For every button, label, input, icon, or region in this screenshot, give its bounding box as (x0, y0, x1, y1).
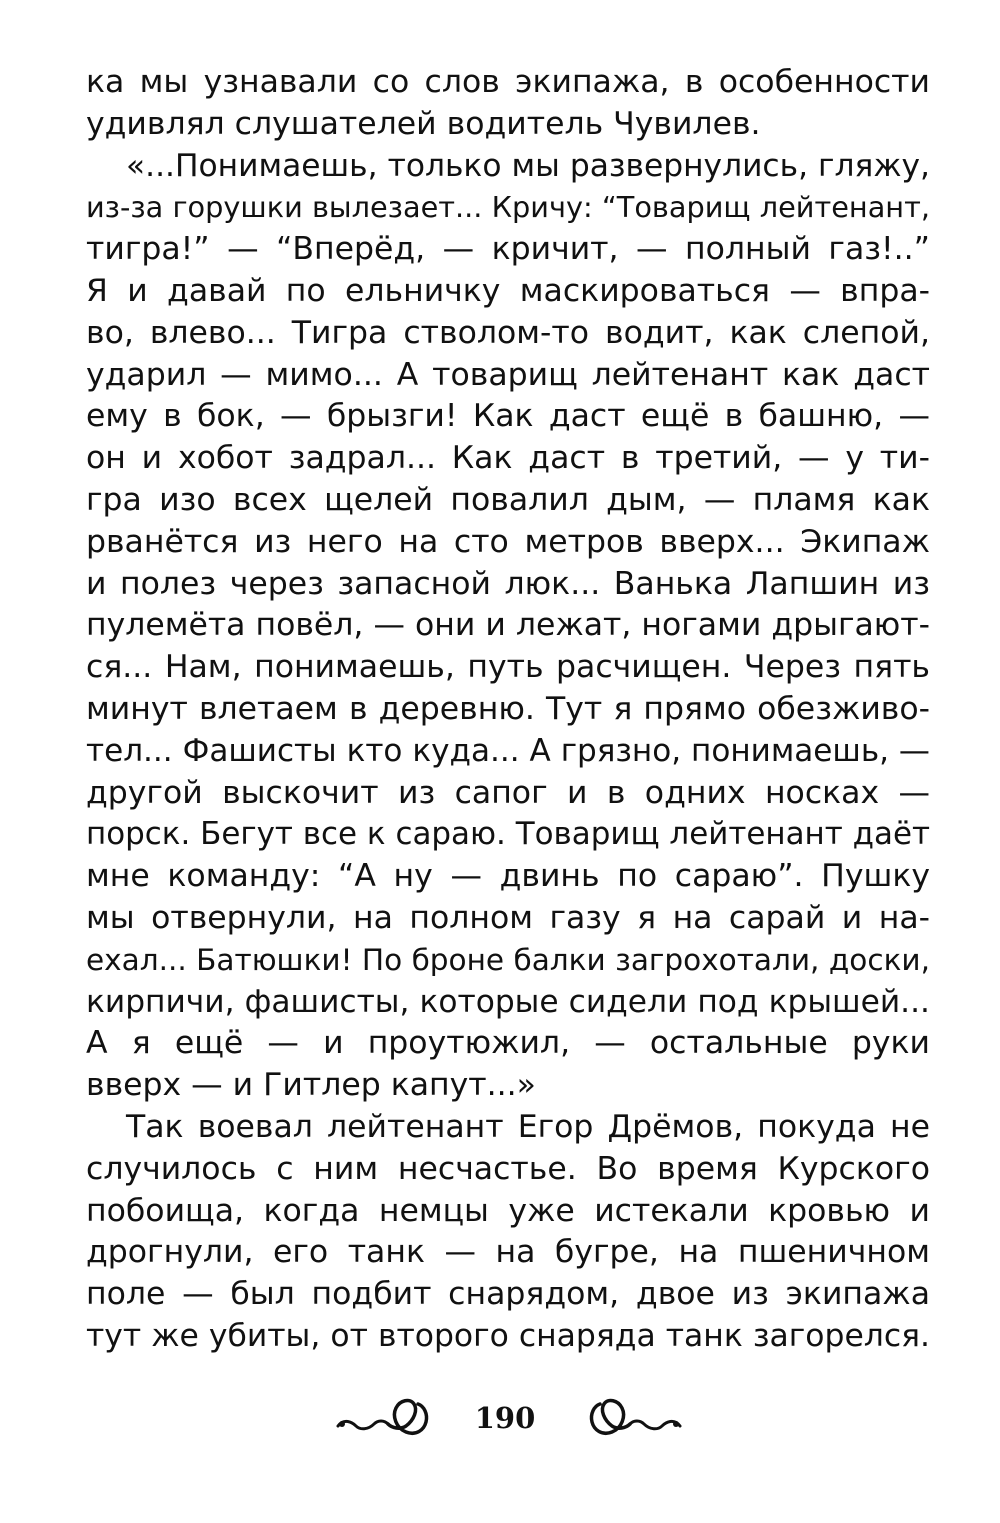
text-line: и полез через запасной люк... Ванька Лапшин из (86, 565, 930, 602)
text-line: вверх — и Гитлер капут...» (86, 1067, 536, 1104)
body-text (86, 62, 930, 1358)
text-line: дрогнули, его танк — на бугре, на пшеничном (86, 1234, 930, 1271)
text-line: рванётся из него на сто метров вверх... Экипаж (86, 523, 930, 560)
text-line: мне команду: “А ну — двинь по сараю”. Пушку (86, 858, 930, 895)
flourish-left-icon (334, 1392, 430, 1444)
text-line: из-за горушки вылезает... Кричу: “Товарищ лейтенант, (86, 190, 930, 225)
text-line: удивлял слушателей водитель Чувилев. (86, 105, 761, 142)
text-line: гра изо всех щелей повалил дым, — пламя как (86, 481, 930, 518)
text-line: ударил — мимо... А товарищ лейтенант как даст (86, 356, 930, 393)
text-line: ся... Нам, понимаешь, путь расчищен. Через пять (86, 649, 930, 686)
text-line: тут же убиты, от второго снаряда танк загорелся. (86, 1317, 930, 1354)
text-line: другой выскочит из сапог и в одних носках — (86, 774, 930, 811)
text-line: минут влетаем в деревню. Тут я прямо обезживо- (86, 690, 930, 727)
page-number: 190 (474, 1401, 536, 1435)
page-footer (0, 1392, 1000, 1452)
text-line: побоища, когда немцы уже истекали кровью и (86, 1192, 930, 1229)
text-line: тигра!” — “Вперёд, — кричит, — полный газ!..” (86, 231, 930, 268)
text-line: поле — был подбит снарядом, двое из экипажа (86, 1276, 930, 1313)
text-line: ему в бок, — брызги! Как даст ещё в башню, — (86, 398, 930, 435)
text-line: порск. Бегут все к сараю. Товарищ лейтенант даёт (86, 816, 930, 853)
text-line: тел... Фашисты кто куда... А грязно, понимаешь, — (86, 732, 930, 769)
text-line: кирпичи, фашисты, которые сидели под крышей... (86, 983, 930, 1020)
text-line: Я и давай по ельничку маскироваться — впра- (86, 272, 930, 309)
text-line: пулемёта повёл, — они и лежат, ногами дрыгают- (86, 607, 930, 644)
text-line: мы отвернули, на полном газу я на сарай и на- (86, 899, 930, 936)
text-line: «...Понимаешь, только мы развернулись, гляжу, (126, 147, 930, 184)
text-line: во, влево... Тигра стволом-то водит, как слепой, (86, 314, 930, 351)
text-line: случилось с ним несчастье. Во время Курского (86, 1150, 930, 1187)
text-line: ехал... Батюшки! По броне балки загрохотали, доски, (86, 942, 930, 977)
text-line: Так воевал лейтенант Егор Дрёмов, покуда не (126, 1108, 930, 1145)
flourish-right-icon (588, 1392, 684, 1444)
text-line: он и хобот задрал... Как даст в третий, — у ти- (86, 440, 930, 477)
text-line: ка мы узнавали со слов экипажа, в особенности (86, 64, 930, 100)
text-line: А я ещё — и проутюжил, — остальные руки (86, 1025, 930, 1062)
